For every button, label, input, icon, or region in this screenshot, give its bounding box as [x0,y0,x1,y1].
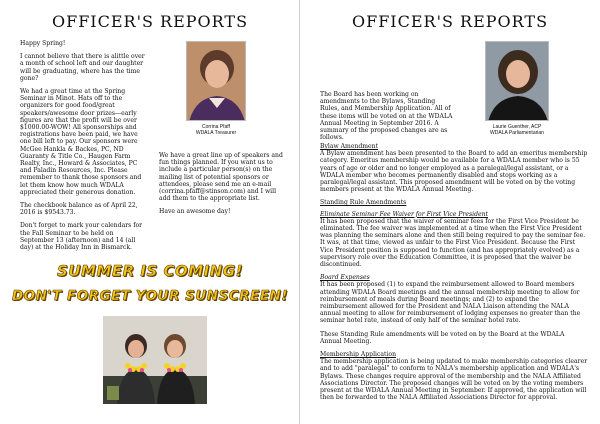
membership-application-title: Membership Application [320,351,397,359]
treasurer-name: Corrina Pfaff [202,124,230,130]
right-page [300,0,600,424]
left-page-header: OFFICER'S REPORTS [51,12,249,31]
paragraph-seminar: We had a great time at the Spring Seminar in Minot. Hats off to the organizers for good food/great speakers/awesome door prizes—early figures are that the profit will be over $1000.00-WOW! All sponsorships and registrations have been paid, we have one bill left to pay. Our sponsors were McGee Hankla & Backes, PC, ND Guaranty & Title Co., Haugen Farm Realty, Inc., Howard & Associates, PC and Paladin Resources, Inc. Please remember to thank those sponsors and let them know how much WDALA appreciated their generous donation. [20,88,142,196]
greeting: Happy Spring! [20,40,66,47]
fee-waiver-title: Eliminate Seminar Fee Waiver for First Vice President [320,210,488,218]
right-page-header: OFFICER'S REPORTS [351,12,549,31]
paragraph-fall-seminar: Don't forget to mark your calendars for the Fall Seminar to be held on September 13 (afternoon) and 14 (all day) at the Holiday Inn in Bismarck. [20,222,143,252]
parliamentarian-name: Laurie Guenther, ACP [492,124,542,130]
fee-waiver-text: It has been proposed that the waiver of seminar fees for the First Vice President be eliminated. The fee waiver was implemented at a time when the First Vice President was planning the seminars alone and then still being required to pay the seminar fee. It was, at that time, viewed as unfair to the First Vice President. Because the First Vice President position is supposed to function (and has appropriately evolved) as a supervisory role over the Education Committee, it is proposed that the waiver be discontinued. [320,217,586,269]
standing-rule-title: Standing Rule Amendments [320,199,407,207]
parliamentarian-title: WDALA Parliamentarian [490,130,544,136]
amendments-body [320,143,588,408]
paragraph-speakers: We have a great line up of speakers and fun things planned. If you want us to include a particular person(s) on the mailing list of potential sponsors or attendees, please send me an e-mail (corrina.pfaff@stinson.com) and I will add them to the appropriate list. [159,152,283,203]
board-expenses-title: Board Expenses [320,274,370,282]
board-expenses-text: It has been proposed (1) to expand the reimbursement allowed to Board members attending WDALA Board meetings and the annual membership meeting to allow for reimbursement of meals during Board meetings; and (2) to expand the reimbursement allowed for the President and NALA Liaison attending the NALA annual meeting to allow for reimbursement of lodging expenses no greater than the seminar hotel rate, instead of only half of the seminar hotel rate. [320,281,581,325]
treasurer-caption [176,124,256,136]
summer-photo [103,316,207,404]
treasurer-title: WDALA Treasurer [195,130,237,136]
bylaw-amendment-title: Bylaw Amendment [320,143,379,150]
parliamentarian-caption [477,124,557,136]
summer-banner-line-2: DON'T FORGET YOUR SUNSCREEN! [11,288,289,304]
treasurer-report-column-1 [20,40,148,257]
standing-rule-vote-text: These Standing Rule amendments will be voted on by the Board at the WDALA Annual Meeting. [320,330,565,345]
paragraph-graduation: I cannot believe that there is alittle over a month of school left and our daughter will be graduating, where has the time gone? [20,53,145,82]
parliamentarian-photo [485,41,549,121]
summer-banner-line-1: SUMMER IS COMING! [57,262,243,280]
paragraph-checkbook: The checkbook balance as of April 22, 2016 is $9543.73. [20,202,138,217]
treasurer-photo [186,41,246,121]
membership-application-text: The membership application is being updated to make membership categories clearer and to add "paralegal" to conform to NALA's membership application and WDALA's Bylaws. These changes require approval of the membership and the NALA Affiliated Associations Director. The proposed changes will be voted on by the voting members present at the WDALA Annual Meeting in September. If approved, the application will then be forwarded to the NALA Affiliated Associations Director for approval. [320,358,588,402]
bylaw-amendment-text: A Bylaw amendment has been presented to the Board to add an emeritus membership category. Emeritus membership would be available for a WDALA member who is 55 years of age or older and no longer employed as a paralegal/legal assistant, or a WDALA member who becomes permanently disabled and stops working as a paralegal/legal assistant. This proposed amendment will be voted on by the voting members present at the WDALA Annual Meeting. [320,150,588,194]
intro-paragraph: The Board has been working on amendments to the Bylaws, Standing Rules, and Membership Application. All of these items will be voted on at the WDALA Annual Meeting in September 2016. A summary of the proposed changes are as follows. [320,91,453,142]
treasurer-report-column-2 [159,152,289,222]
paragraph-closing: Have an awesome day! [159,208,231,216]
